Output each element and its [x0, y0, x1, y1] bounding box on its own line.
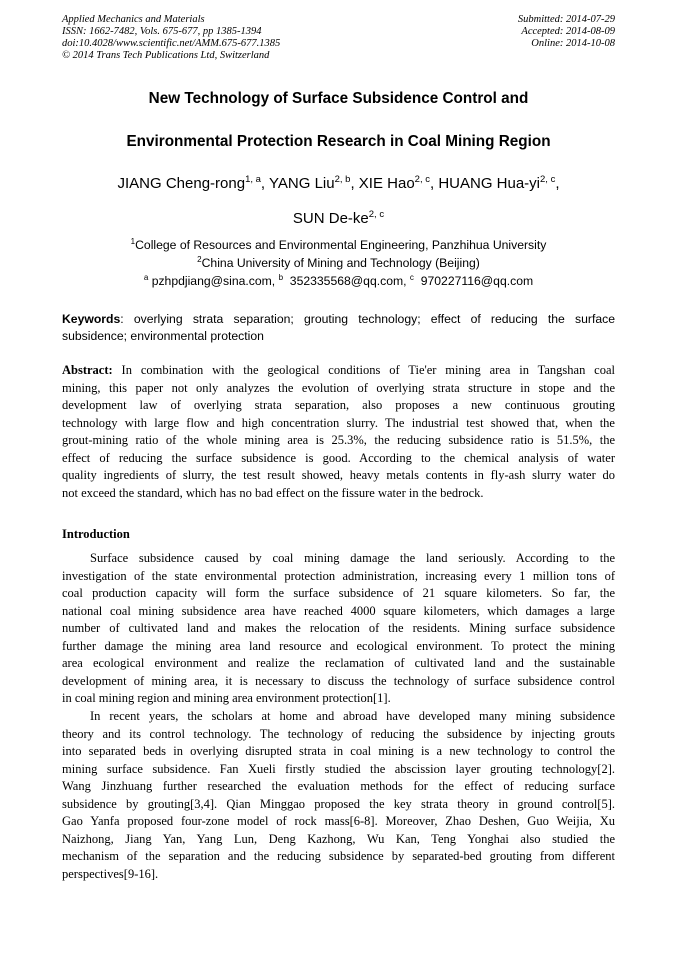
abstract-section	[62, 363, 615, 503]
author-list-line-2	[62, 210, 615, 227]
paper-title-line-2: Environmental Protection Research in Coal Mining Region	[126, 133, 551, 150]
paragraph-line: Surface subsidence caused by coal mining damage the land seriously. According to the	[90, 551, 615, 565]
keywords-text: : overlying strata separation; grouting technology; effect of reducing the surface	[120, 312, 615, 326]
email-c: 970227116@qq.com	[420, 274, 534, 288]
author-affil-mark: 1, a	[245, 174, 261, 185]
email-b: 352335568@qq.com,	[289, 274, 407, 288]
abstract-line: development law of overlying strata separation, also proposes a new continuous grouting	[62, 398, 615, 412]
submitted-date: Submitted: 2014-07-29	[517, 14, 615, 25]
author-separator: ,	[429, 175, 439, 192]
email-mark: b	[278, 273, 284, 282]
author-name: JIANG Cheng-rong	[117, 175, 246, 192]
author-separator: ,	[350, 175, 359, 192]
paragraph-line: further damage the mining area land resource and ecological environment. To protect the mining	[62, 638, 615, 653]
introduction-heading	[62, 527, 615, 542]
paragraph-line: Gao Yanfa proposed four-zone model of rock mass[6-8]. Moreover, Zhao Deshen, Guo Weijia, Xu	[62, 814, 615, 828]
author-affil-mark: 2, b	[334, 174, 351, 185]
abstract-label: Abstract:	[62, 363, 113, 377]
abstract-line: mining, this paper not only analyzes the evolution of overlying strata structure in stope and the	[62, 380, 615, 395]
abstract-line: not exceed the standard, which has no bad effect on the fissure water in the bedrock.	[62, 485, 484, 500]
affiliation-2	[62, 256, 615, 270]
author-affil-mark: 2, c	[368, 209, 385, 220]
affiliation-number: 1	[130, 237, 136, 246]
paragraph-line: Naizhong, Jiang Yan, Yang Lun, Deng Kazhong, Wu Kan, Teng Yonghai also studied the	[62, 831, 615, 846]
copyright-line: © 2014 Trans Tech Publications Ltd, Switzerland	[62, 50, 270, 61]
paragraph-line: into separated beds in overlying disrupted strata in coal mining is a new technology to control the	[62, 744, 615, 758]
online-date: Online: 2014-10-08	[531, 38, 615, 49]
header-left	[62, 14, 280, 62]
paragraph-line: theory and its control technology. The technology of reducing the subsidence by injecting grouts	[62, 726, 615, 741]
keywords-line-1	[62, 312, 615, 329]
introduction-paragraph-1	[62, 551, 615, 709]
affiliation-1	[62, 238, 615, 252]
journal-name: Applied Mechanics and Materials	[62, 14, 205, 25]
paragraph-line: mechanism of the separation and the reducing subsidence by separated-bed grouting from different	[62, 849, 615, 863]
author-name: HUANG Hua-yi	[438, 175, 541, 192]
email-mark: c	[409, 273, 414, 282]
author-affil-mark: 2, c	[540, 174, 556, 185]
paragraph-line: development of mining area, it is necessary to discuss the technology of surface subsidence control	[62, 673, 615, 688]
author-list-line-1	[62, 175, 615, 192]
accepted-date: Accepted: 2014-08-09	[521, 26, 615, 37]
paragraph-line: perspectives[9-16].	[62, 866, 159, 881]
keywords-section	[62, 312, 615, 346]
section-heading: Introduction	[62, 527, 130, 541]
abstract-text: In combination with the geological conditions of Tie'er mining area in Tangshan coal	[112, 363, 615, 377]
doi-line: doi:10.4028/www.scientific.net/AMM.675-677.1385	[62, 38, 281, 49]
abstract-line: technology with large flow and high concentration slurry. The industrial test showed that, when the	[62, 415, 615, 430]
author-name: XIE Hao	[358, 175, 415, 192]
paragraph-line: in coal mining region and mining area environment protection[1].	[62, 691, 391, 705]
keywords-line-2: subsidence; environmental protection	[62, 329, 264, 343]
email-mark: a	[143, 273, 149, 282]
paragraph-line: coal production capacity will form the surface subsidence of 21 square kilometers. So far, the	[62, 586, 615, 600]
paragraph-line: number of cultivated land and makes the relocation of the residents. Mining surface subsidence	[62, 621, 615, 635]
keywords-label: Keywords	[62, 312, 121, 326]
paper-title-line-1: New Technology of Surface Subsidence Control and	[148, 90, 529, 107]
author-separator: ,	[260, 175, 269, 192]
paragraph-line: area ecological environment and realize the reclamation of cultivated land and the sustainable	[62, 656, 615, 670]
author-separator: ,	[555, 175, 560, 192]
paragraph-line: Wang Jinzhuang further researched the evaluation methods for the effect of reducing surface	[62, 779, 615, 793]
affiliation-number: 2	[197, 255, 202, 264]
abstract-line	[62, 363, 615, 381]
paragraph-line: national coal mining subsidence area have reached 4000 square kilometers, which damages a large	[62, 603, 615, 618]
affiliation-text: College of Resources and Environmental Engineering, Panzhihua University	[135, 238, 547, 252]
abstract-line: grout-mining ratio of the whole mining area is 25.3%, the reducing subsidence ratio is 51.5%, the	[62, 433, 615, 447]
author-emails	[62, 274, 615, 288]
paragraph-line: mining surface subsidence. Fan Xueli firstly studied the abscission layer grouting technology[2].	[62, 761, 615, 776]
paragraph-line: investigation of the state environmental protection administration, increasing every 1 million tons of	[62, 568, 615, 583]
paragraph-line: subsidence by grouting[3,4]. Qian Minggao proposed the key strata theory in ground control[5].	[62, 796, 615, 811]
abstract-line: effect of reducing the surface subsidence is good. According to the chemical analysis of water	[62, 450, 615, 465]
affiliation-text: China University of Mining and Technology (Beijing)	[201, 256, 480, 270]
author-affil-mark: 2, c	[414, 174, 430, 185]
paragraph-line: In recent years, the scholars at home and abroad have developed many mining subsidence	[90, 709, 615, 723]
author-name: SUN De-ke	[292, 210, 369, 227]
issn-line: ISSN: 1662-7482, Vols. 675-677, pp 1385-1394	[62, 26, 262, 37]
author-name: YANG Liu	[269, 175, 335, 192]
abstract-line: quality ingredients of slurry, the test result showed, heavy metals contents in fly-ash slurry water do	[62, 468, 615, 482]
header-right	[518, 14, 615, 50]
introduction-paragraph-2	[62, 709, 615, 884]
email-a: pzhpdjiang@sina.com,	[151, 274, 276, 288]
